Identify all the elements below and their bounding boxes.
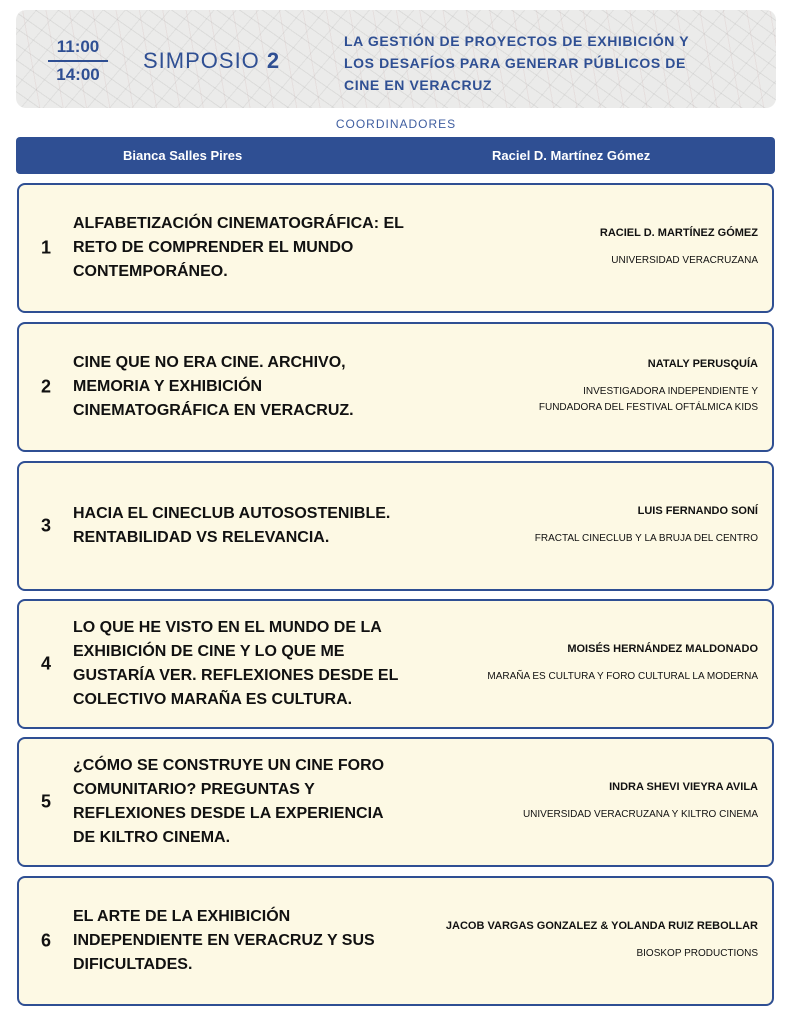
- talk-card: [17, 737, 774, 867]
- talk-title-line: REFLEXIONES DESDE LA EXPERIENCIA: [73, 805, 384, 822]
- symposium-number: 2: [266, 48, 281, 73]
- time-divider: [48, 60, 108, 62]
- talk-title-line: RETO DE COMPRENDER EL MUNDO: [73, 239, 354, 256]
- talk-number: 4: [41, 653, 52, 674]
- institution-line: FRACTAL CINECLUB Y LA BRUJA DEL CENTRO: [534, 533, 758, 544]
- talk-info: [398, 781, 758, 823]
- talk-title-line: INDEPENDIENTE EN VERACRUZ Y SUS: [73, 932, 375, 949]
- talk-title: [73, 754, 433, 850]
- talk-title: [73, 616, 433, 712]
- title-line: LA GESTIÓN DE PROYECTOS DE EXHIBICIÓN Y: [344, 33, 690, 49]
- talk-info: [398, 643, 758, 685]
- talk-card: [17, 599, 774, 729]
- institution-line: INVESTIGADORA INDEPENDIENTE Y: [583, 386, 758, 397]
- speaker-name: JACOB VARGAS GONZALEZ & YOLANDA RUIZ REBOLLAR: [445, 920, 758, 932]
- time-start: 11:00: [56, 37, 100, 56]
- talk-title-line: DIFICULTADES.: [73, 956, 193, 973]
- talk-title-line: DE KILTRO CINEMA.: [73, 829, 231, 846]
- talk-card: [17, 876, 774, 1006]
- talk-title-line: GUSTARÍA VER. REFLEXIONES DESDE EL: [73, 667, 399, 684]
- talk-title-line: COMUNITARIO? PREGUNTAS Y: [73, 781, 315, 798]
- talk-title-line: CINEMATOGRÁFICA EN VERACRUZ.: [73, 402, 354, 419]
- talk-title: [73, 502, 433, 550]
- symposium-label: [143, 48, 280, 74]
- talk-title: [73, 905, 433, 977]
- speaker-institution: [398, 669, 758, 685]
- speaker-institution: [398, 946, 758, 962]
- header-banner: [16, 10, 776, 108]
- coordinator-name: Raciel D. Martínez Gómez: [492, 148, 651, 163]
- institution-line: BIOSKOP PRODUCTIONS: [636, 948, 758, 959]
- talk-number: 6: [41, 930, 52, 951]
- institution-line: FUNDADORA DEL FESTIVAL OFTÁLMICA KIDS: [538, 402, 758, 413]
- institution-line: UNIVERSIDAD VERACRUZANA: [611, 255, 758, 266]
- speaker-institution: [398, 807, 758, 823]
- talk-title-line: CONTEMPORÁNEO.: [73, 263, 228, 280]
- speaker-institution: [398, 531, 758, 547]
- title-line: LOS DESAFÍOS PARA GENERAR PÚBLICOS DE: [344, 55, 686, 71]
- coordinator-name: Bianca Salles Pires: [123, 148, 243, 163]
- talk-title-line: RENTABILIDAD VS RELEVANCIA.: [73, 529, 330, 546]
- talk-title-line: EXHIBICIÓN DE CINE Y LO QUE ME: [73, 643, 345, 660]
- talk-title-line: LO QUE HE VISTO EN EL MUNDO DE LA: [73, 619, 382, 636]
- time-end: 14:00: [56, 65, 100, 84]
- talk-title-line: CINE QUE NO ERA CINE. ARCHIVO,: [73, 354, 346, 371]
- coordinators-bar: [16, 137, 775, 174]
- speaker-name: MOISÉS HERNÁNDEZ MALDONADO: [567, 643, 758, 655]
- talk-title-line: COLECTIVO MARAÑA ES CULTURA.: [73, 691, 353, 708]
- speaker-institution: [398, 253, 758, 269]
- talk-title-line: ALFABETIZACIÓN CINEMATOGRÁFICA: EL: [73, 215, 404, 232]
- talk-number: 1: [41, 237, 52, 258]
- talk-info: [398, 505, 758, 547]
- talk-title-line: MEMORIA Y EXHIBICIÓN: [73, 378, 263, 395]
- talk-title-line: EL ARTE DE LA EXHIBICIÓN: [73, 908, 291, 925]
- talk-info: [398, 920, 758, 962]
- talk-title: [73, 212, 433, 284]
- speaker-name: LUIS FERNANDO SONÍ: [637, 505, 758, 517]
- speaker-name: RACIEL D. MARTÍNEZ GÓMEZ: [599, 227, 758, 239]
- coordinators-label: COORDINADORES: [335, 117, 457, 131]
- institution-line: UNIVERSIDAD VERACRUZANA Y KILTRO CINEMA: [522, 809, 758, 820]
- talk-title-line: ¿CÓMO SE CONSTRUYE UN CINE FORO: [73, 757, 385, 774]
- talk-title: [73, 351, 433, 423]
- talk-number: 5: [41, 791, 52, 812]
- talk-number: 2: [41, 376, 52, 397]
- institution-line: MARAÑA ES CULTURA Y FORO CULTURAL LA MODERNA: [487, 671, 758, 682]
- symposium-title: [344, 30, 764, 96]
- symposium-word: SIMPOSIO: [143, 48, 260, 73]
- talk-info: [398, 358, 758, 416]
- talk-card: [17, 461, 774, 591]
- title-line: CINE EN VERACRUZ: [344, 77, 493, 93]
- talk-info: [398, 227, 758, 269]
- speaker-name: NATALY PERUSQUÍA: [647, 358, 758, 370]
- talk-card: [17, 183, 774, 313]
- speaker-name: INDRA SHEVI VIEYRA AVILA: [609, 781, 758, 793]
- talk-number: 3: [41, 515, 52, 536]
- talk-title-line: HACIA EL CINECLUB AUTOSOSTENIBLE.: [73, 505, 391, 522]
- speaker-institution: [398, 384, 758, 416]
- talk-card: [17, 322, 774, 452]
- time-range: [46, 36, 110, 86]
